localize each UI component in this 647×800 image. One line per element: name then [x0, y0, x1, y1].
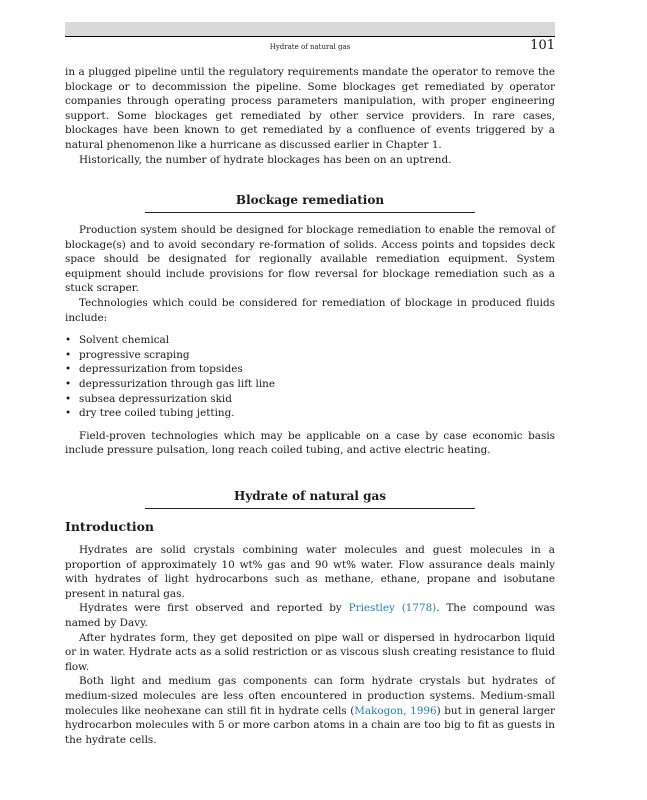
remediation-technologies-list [65, 333, 555, 421]
section-title-blockage-remediation: Blockage remediation [145, 193, 475, 213]
paragraph: Technologies which could be considered for remediation of blockage in produced fluids include: [65, 296, 555, 324]
paragraph: Field-proven technologies which may be applicable on a case by case economic basis include pressure pulsation, long reach coiled tubing, and active electric heating. [65, 429, 555, 457]
running-head: Hydrate of natural gas [269, 43, 351, 51]
citation-link-makogon[interactable]: Makogon, 1996 [354, 704, 437, 717]
page-header [65, 36, 555, 59]
citation-link-priestley[interactable]: Priestley (1778) [348, 602, 437, 615]
paragraph: After hydrates form, they get deposited on pipe wall or dispersed in hydrocarbon liquid or in water. Hydrate acts as a solid restriction or as viscous slush creating resistance to fluid flow. [65, 631, 555, 673]
list-item: • Solvent chemical [65, 333, 555, 348]
list-item: • subsea depressurization skid [65, 392, 555, 407]
list-item: • depressurization from topsides [65, 362, 555, 377]
paragraph: Historically, the number of hydrate blockages has been on an uptrend. [79, 153, 452, 166]
list-item: • dry tree coiled tubing jetting. [65, 406, 555, 421]
list-item: • depressurization through gas lift line [65, 377, 555, 392]
intro-block [65, 65, 555, 167]
paragraph: Hydrates are solid crystals combining water molecules and guest molecules in a proportion of approximately 10 wt% gas and 90 wt% water. Flow assurance deals mainly with hydrates of light hydrocarbons such as methane, ethane, propane and isobutane present in natural gas. [65, 544, 555, 600]
subsection-title-introduction: Introduction [65, 519, 155, 534]
section-title-hydrate-of-natural-gas: Hydrate of natural gas [145, 489, 475, 509]
continued-paragraph: in a plugged pipeline until the regulatory requirements mandate the operator to remove the blockage or to decommission the pipeline. Some blockages get remediated by operator companies through operating process parameters manipulation, with proper engineering support. Some blockages get remediated by other service providers. In rare cases, blockages have been known to get remediated by a confluence of events triggered by a natural phenomenon like a hurricane as discussed earlier in Chapter 1. [65, 66, 555, 151]
list-item: • progressive scraping [65, 348, 555, 363]
page-number: 101 [530, 38, 555, 53]
introduction-body [65, 543, 555, 747]
paragraph-with-citation: Both light and medium gas components can form hydrate crystals but hydrates of medium-sized molecules are less often encountered in production systems. Medium-small molecules like neohexane can still fit in hydrate cells (Makogon, 1996) but in general larger hydrocarbon molecules with 5 or more carbon atoms in a chain are too big to fit as guests in the hydrate cells. [65, 675, 555, 746]
paragraph-with-citation: Hydrates were first observed and reported by Priestley (1778). The compound was named by Davy. [65, 602, 556, 629]
paragraph: Production system should be designed for blockage remediation to enable the removal of blockage(s) and to avoid secondary re-formation of solids. Access points and topsides deck space should be designated for regionally available remediation equipment. System equipment should include provisions for flow reversal for blockage remediation such as a stuck scraper. [65, 224, 555, 295]
header-shade-bar [65, 22, 555, 36]
blockage-remediation-body [65, 223, 555, 458]
